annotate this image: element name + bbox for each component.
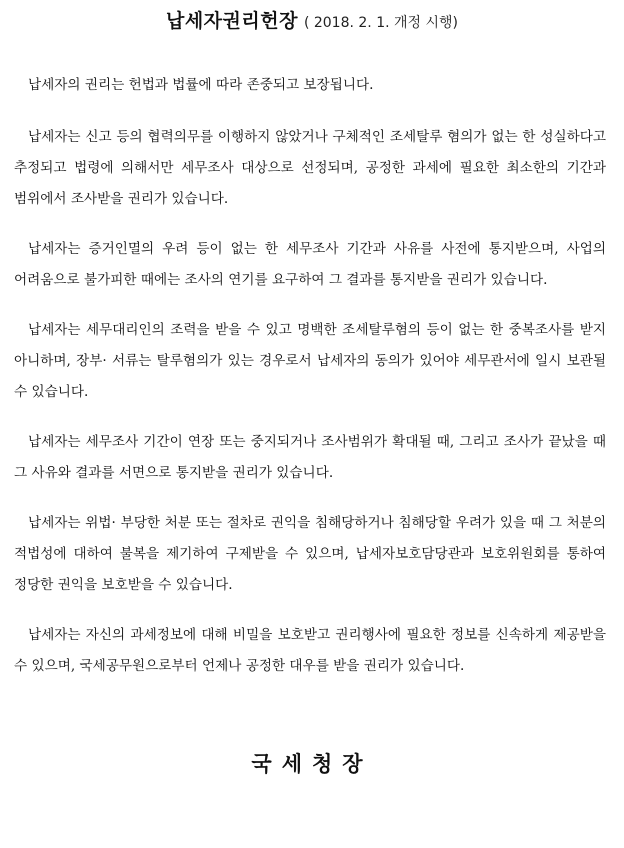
paragraph-intro: 납세자의 권리는 헌법과 법률에 따라 존중되고 보장됩니다. [28,77,374,93]
paragraph-confidentiality: 납세자는 자신의 과세정보에 대해 비밀을 보호받고 권리행사에 필요한 정보를 신속하게 제공받을 수 있으며, 국세공무원으로부터 언제나 공정한 대우를 받을 권리가 있습니다. [14,627,606,674]
document-body [14,70,606,701]
document-subtitle: ( 2018. 2. 1. 개정 시행) [303,15,459,31]
title-row [0,6,624,33]
paragraph-tax-agent-assistance: 납세자는 세무대리인의 조력을 받을 수 있고 명백한 조세탈루혐의 등이 없는 한 중복조사를 받지 아니하며, 장부· 서류는 탈루혐의가 있는 경우로서 납세자의 동의가 있어야 세무관서에 일시 보관될 수 있습니다. [14,322,606,400]
paragraph-advance-notice: 납세자는 증거인멸의 우려 등이 없는 한 세무조사 기간과 사유를 사전에 통지받으며, 사업의 어려움으로 불가피한 때에는 조사의 연기를 요구하여 그 결과를 통지받을 권리가 있습니다. [14,241,606,288]
paragraph-appeal-rights: 납세자는 위법· 부당한 처분 또는 절차로 권익을 침해당하거나 침해당할 우려가 있을 때 그 처분의 적법성에 대하여 불복을 제기하여 구제받을 수 있으며, 납세자보호담당관과 보호위원회를 통하여 정당한 권익을 보호받을 수 있습니다. [14,515,606,593]
issuer-signature: 국세청장 [251,751,373,776]
paragraph-written-notification: 납세자는 세무조사 기간이 연장 또는 중지되거나 조사범위가 확대될 때, 그리고 조사가 끝났을 때 그 사유와 결과를 서면으로 통지받을 권리가 있습니다. [14,434,606,481]
paragraph-presumption-of-good-faith: 납세자는 신고 등의 협력의무를 이행하지 않았거나 구체적인 조세탈루 혐의가 없는 한 성실하다고 추정되고 법령에 의해서만 세무조사 대상으로 선정되며, 공정한 과세에 필요한 최소한의 기간과 범위에서 조사받을 권리가 있습니다. [14,129,606,207]
document-title: 납세자권리헌장 [165,10,298,32]
